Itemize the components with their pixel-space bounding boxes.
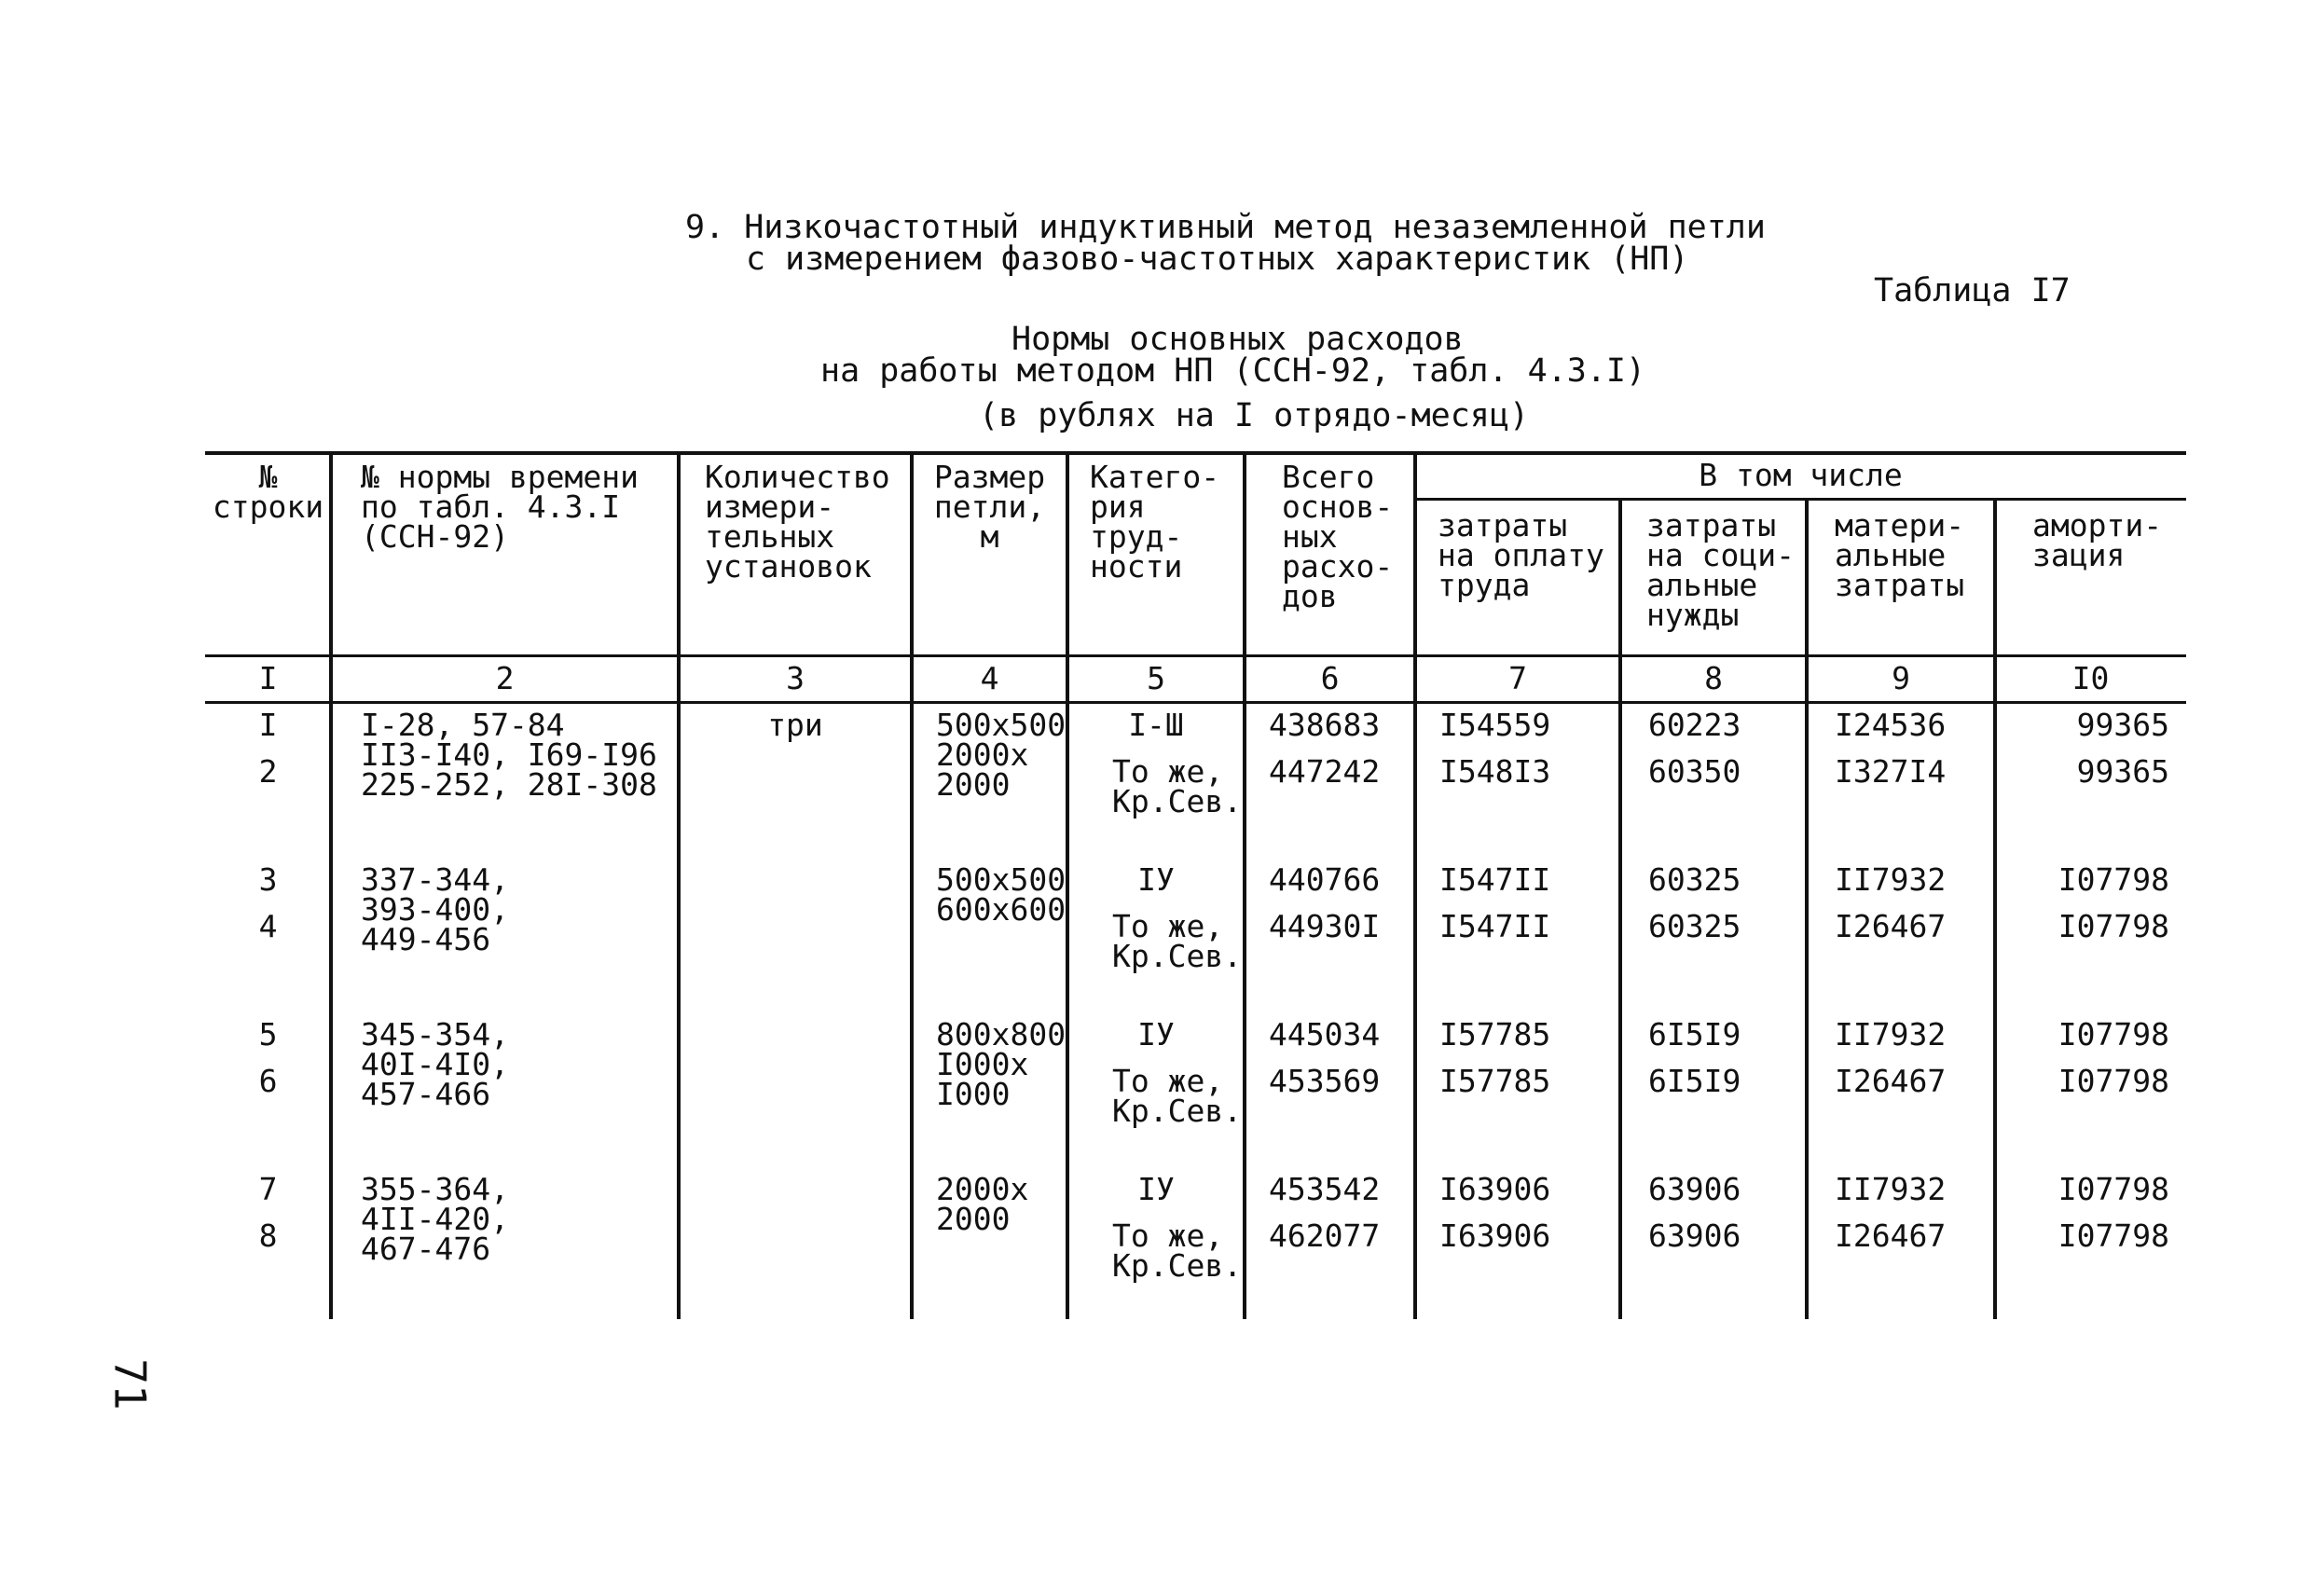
header-h6: основ- [1282, 488, 1394, 525]
total-cost: 447242 [1269, 753, 1381, 790]
norm-range: 345-354, [361, 1016, 509, 1053]
norm-range: 337-344, [361, 861, 509, 898]
difficulty-category: То же, [1112, 753, 1224, 790]
header-group: В том числе [1699, 457, 1903, 493]
column-number: 7 [1508, 660, 1527, 696]
header-h4: м [980, 518, 999, 555]
column-number: I0 [2071, 660, 2110, 696]
norm-range: 457-466 [361, 1076, 491, 1112]
material-cost: II7932 [1835, 1016, 1947, 1053]
table-top-rule [205, 451, 2186, 455]
header-h4: Размер [933, 459, 1046, 495]
header-h7: труда [1438, 567, 1531, 603]
header-h9: альные [1835, 537, 1947, 573]
header-h3: тельных [705, 518, 835, 555]
column-number: 3 [786, 660, 805, 696]
header-h3: установок [705, 548, 872, 585]
material-cost: I327I4 [1835, 753, 1947, 790]
amortization-cost: I07798 [2057, 1063, 2169, 1099]
header-h6: расхо- [1282, 548, 1394, 585]
row-number: 7 [258, 1171, 278, 1207]
social-cost: 63906 [1648, 1171, 1741, 1207]
norm-range: II3-I40, I69-I96 [361, 736, 657, 773]
total-cost: 445034 [1269, 1016, 1381, 1053]
section-title-line1: 9. Низкочастотный индуктивный метод незаземленной петли [685, 209, 1766, 246]
header-h3: измери- [705, 488, 835, 525]
amortization-cost: I07798 [2057, 1016, 2169, 1053]
social-cost: 60325 [1648, 908, 1741, 944]
norm-range: 355-364, [361, 1171, 509, 1207]
material-cost: II7932 [1835, 1171, 1947, 1207]
amortization-cost: I07798 [2057, 1218, 2169, 1254]
header-h6: дов [1282, 578, 1338, 614]
difficulty-category: IУ [1137, 1016, 1175, 1053]
loop-size: 2000 [936, 1201, 1011, 1237]
column-number: 2 [495, 660, 515, 696]
row-number: 3 [258, 861, 278, 898]
row-number: 2 [258, 753, 278, 790]
loop-size: I000 [936, 1076, 1011, 1112]
social-cost: 6I5I9 [1648, 1016, 1741, 1053]
loop-size: 500x500 [936, 707, 1067, 743]
total-cost: 44930I [1269, 908, 1381, 944]
row-number: 5 [258, 1016, 278, 1053]
difficulty-category: IУ [1137, 1171, 1175, 1207]
header-h7: затраты [1438, 507, 1568, 543]
column-number: 6 [1320, 660, 1340, 696]
section-title-line2: с измерением фазово-частотных характеристик (НП) [746, 241, 1689, 278]
difficulty-category: То же, [1112, 908, 1224, 944]
column-divider [677, 453, 681, 1319]
labor-cost: I63906 [1439, 1171, 1551, 1207]
norm-range: 40I-4I0, [361, 1046, 509, 1082]
amortization-cost: I07798 [2057, 908, 2169, 944]
header-h2: № нормы времени [361, 459, 640, 495]
loop-size: 500x500 [936, 861, 1067, 898]
header-h1: строки [212, 488, 324, 525]
row-number: 6 [258, 1063, 278, 1099]
norm-range: 467-476 [361, 1231, 491, 1267]
difficulty-category: Кр.Сев. [1112, 938, 1243, 974]
norm-range: 4II-420, [361, 1201, 509, 1237]
header-h8: на соци- [1646, 537, 1795, 573]
difficulty-category: I-Ш [1128, 707, 1184, 743]
caption-line3: (в рублях на I отрядо-месяц) [979, 397, 1530, 434]
column-divider [1993, 500, 1997, 1319]
difficulty-category: Кр.Сев. [1112, 783, 1243, 819]
column-divider [1618, 500, 1622, 1319]
norm-range: 393-400, [361, 891, 509, 928]
row-number: 4 [258, 908, 278, 944]
column-number-rule [205, 701, 2186, 704]
header-h6: ных [1282, 518, 1338, 555]
column-number: 5 [1147, 660, 1165, 696]
table-label: Таблица I7 [1874, 272, 2071, 310]
amortization-cost: I07798 [2057, 1171, 2169, 1207]
column-number: 4 [980, 660, 999, 696]
labor-cost: I57785 [1439, 1016, 1551, 1053]
total-cost: 440766 [1269, 861, 1381, 898]
caption-line2: на работы методом НП (ССН-92, табл. 4.3.I) [820, 352, 1646, 390]
labor-cost: I54559 [1439, 707, 1551, 743]
material-cost: II7932 [1835, 861, 1947, 898]
difficulty-category: То же, [1112, 1063, 1224, 1099]
total-cost: 453569 [1269, 1063, 1381, 1099]
header-h8: нужды [1646, 597, 1740, 633]
header-h10: аморти- [2032, 507, 2163, 543]
header-h5: ности [1090, 548, 1183, 585]
total-cost: 453542 [1269, 1171, 1381, 1207]
difficulty-category: IУ [1137, 861, 1175, 898]
column-number: 8 [1704, 660, 1723, 696]
header-h2: по табл. 4.3.I [361, 488, 621, 525]
header-h5: труд- [1090, 518, 1183, 555]
header-h8: альные [1646, 567, 1758, 603]
header-bottom-rule [205, 654, 2186, 657]
labor-cost: I548I3 [1439, 753, 1551, 790]
difficulty-category: Кр.Сев. [1112, 1247, 1243, 1284]
social-cost: 6I5I9 [1648, 1063, 1741, 1099]
header-h9: матери- [1835, 507, 1965, 543]
total-cost: 462077 [1269, 1218, 1381, 1254]
norm-range: 449-456 [361, 921, 491, 957]
material-cost: I24536 [1835, 707, 1947, 743]
column-number: 9 [1892, 660, 1910, 696]
difficulty-category: Кр.Сев. [1112, 1093, 1243, 1129]
social-cost: 60223 [1648, 707, 1741, 743]
page-number: 71 [104, 1358, 156, 1410]
group-header-rule [1415, 498, 2186, 501]
amortization-cost: 99365 [2076, 707, 2169, 743]
labor-cost: I547II [1439, 908, 1551, 944]
header-h8: затраты [1646, 507, 1777, 543]
header-h6: Всего [1282, 459, 1375, 495]
loop-size: 800x800 [936, 1016, 1067, 1053]
header-h3: Количество [705, 459, 890, 495]
header-h2: (ССН-92) [361, 518, 509, 555]
amortization-cost: I07798 [2057, 861, 2169, 898]
header-h10: зация [2032, 537, 2126, 573]
column-number: I [258, 660, 278, 696]
loop-size: 2000 [936, 766, 1011, 803]
loop-size: I000x [936, 1046, 1029, 1082]
header-h4: петли, [933, 488, 1046, 525]
header-h1: № [258, 459, 278, 495]
material-cost: I26467 [1835, 1218, 1947, 1254]
social-cost: 60325 [1648, 861, 1741, 898]
column-divider [1413, 453, 1417, 1319]
header-h7: на оплату [1438, 537, 1604, 573]
loop-size: 2000x [936, 736, 1029, 773]
amortization-cost: 99365 [2076, 753, 2169, 790]
labor-cost: I57785 [1439, 1063, 1551, 1099]
column-divider [1805, 500, 1809, 1319]
social-cost: 63906 [1648, 1218, 1741, 1254]
installations-count: три [767, 707, 823, 743]
labor-cost: I547II [1439, 861, 1551, 898]
loop-size: 2000x [936, 1171, 1029, 1207]
header-h5: Катего- [1090, 459, 1220, 495]
caption-line1: Нормы основных расходов [1012, 321, 1464, 358]
difficulty-category: То же, [1112, 1218, 1224, 1254]
loop-size: 600x600 [936, 891, 1067, 928]
column-divider [910, 453, 914, 1319]
row-number: 8 [258, 1218, 278, 1254]
norm-range: 225-252, 28I-308 [361, 766, 657, 803]
norm-range: I-28, 57-84 [361, 707, 565, 743]
social-cost: 60350 [1648, 753, 1741, 790]
header-h5: рия [1090, 488, 1146, 525]
material-cost: I26467 [1835, 908, 1947, 944]
total-cost: 438683 [1269, 707, 1381, 743]
material-cost: I26467 [1835, 1063, 1947, 1099]
header-h9: затраты [1835, 567, 1965, 603]
row-number: I [258, 707, 278, 743]
labor-cost: I63906 [1439, 1218, 1551, 1254]
